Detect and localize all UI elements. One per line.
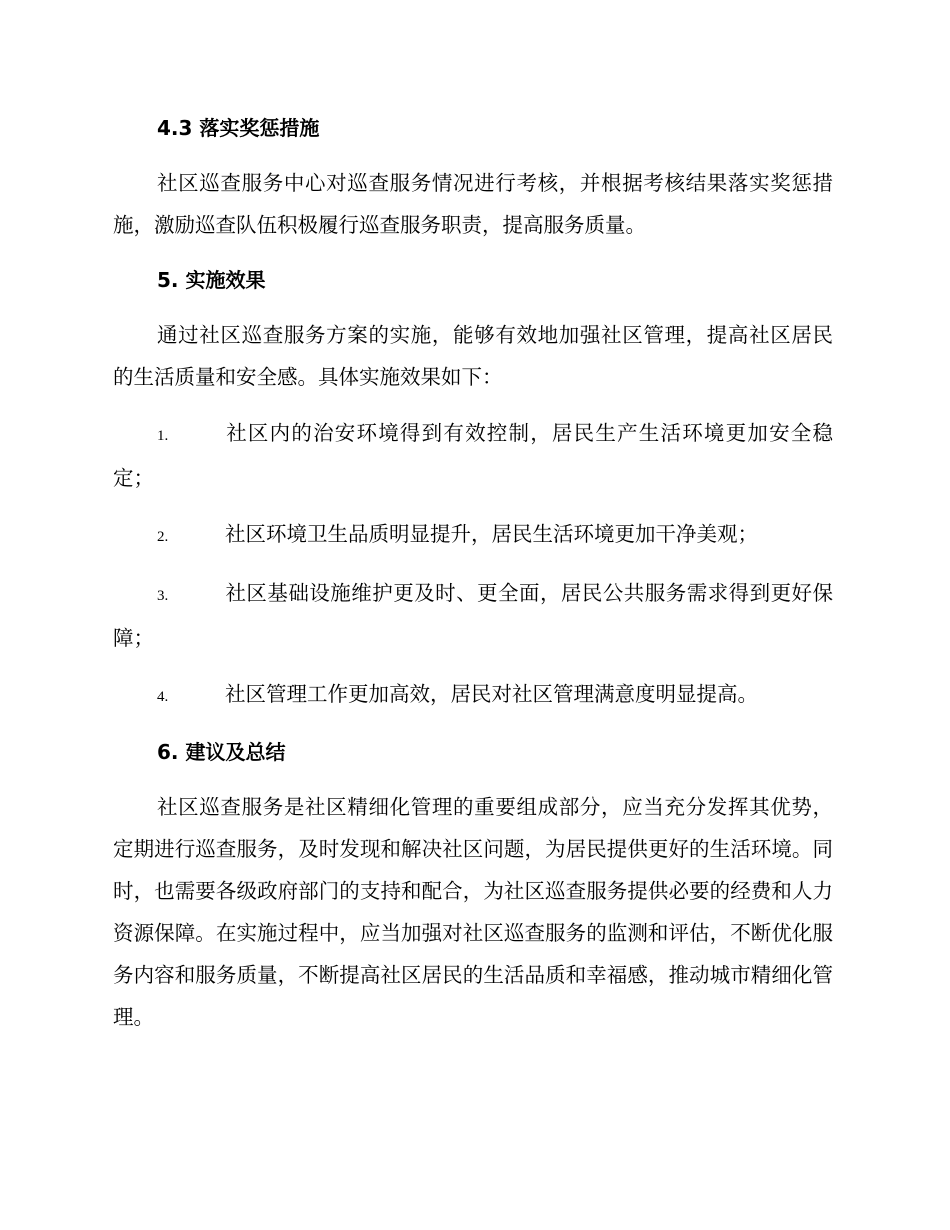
section-heading-6: 6. 建议及总结 (157, 740, 286, 764)
list-item (113, 513, 833, 558)
section-heading-4-3: 4.3 落实奖惩措施 (157, 116, 320, 140)
list-item-text: 社区内的治安环境得到有效控制，居民生产生活环境更加安全稳定； (113, 421, 833, 490)
section-heading-5: 5. 实施效果 (157, 268, 266, 292)
list-item (113, 572, 833, 659)
list-item-text: 社区管理工作更加高效，居民对社区管理满意度明显提高。 (225, 682, 758, 706)
list-item-text: 社区基础设施维护更及时、更全面，居民公共服务需求得到更好保障； (113, 581, 833, 650)
list-item-number: 3. (157, 588, 169, 604)
section-5-paragraph: 通过社区巡查服务方案的实施，能够有效地加强社区管理，提高社区居民的生活质量和安全感。具体实施效果如下： (113, 323, 833, 389)
list-item-number: 1. (157, 428, 169, 444)
section-6-paragraph: 社区巡查服务是社区精细化管理的重要组成部分，应当充分发挥其优势，定期进行巡查服务，及时发现和解决社区问题，为居民提供更好的生活环境。同时，也需要各级政府部门的支持和配合，为社区巡查服务提供必要的经费和人力资源保障。在实施过程中，应当加强对社区巡查服务的监测和评估，不断优化服务内容和服务质量，不断提高社区居民的生活品质和幸福感，推动城市精细化管理。 (113, 795, 833, 1029)
list-item-text: 社区环境卫生品质明显提升，居民生活环境更加干净美观； (225, 522, 758, 546)
list-item (113, 673, 833, 718)
list-item-number: 2. (157, 529, 169, 545)
list-item-number: 4. (157, 689, 169, 705)
section-4-3-paragraph: 社区巡查服务中心对巡查服务情况进行考核，并根据考核结果落实奖惩措施，激励巡查队伍积极履行巡查服务职责，提高服务质量。 (113, 171, 833, 237)
list-item (113, 412, 833, 499)
document-body (113, 108, 833, 1052)
